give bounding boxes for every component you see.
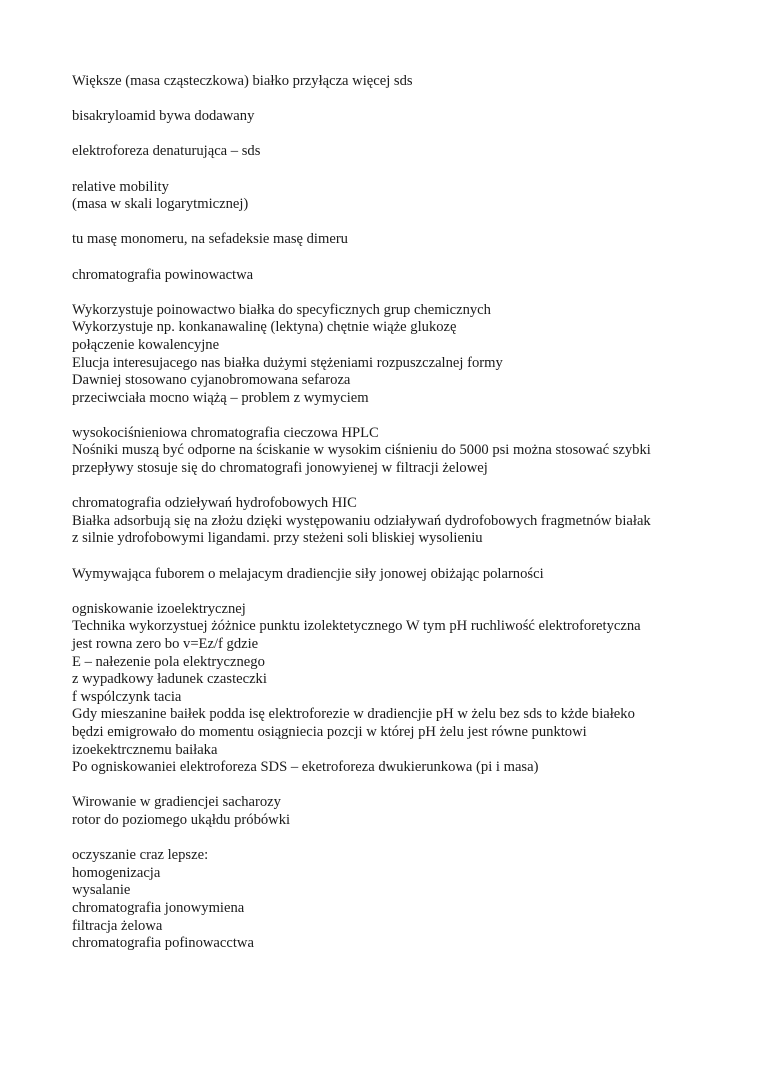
text-line: Wykorzystuje poinowactwo białka do specyficznych grup chemicznych <box>72 301 491 318</box>
text-line: z wypadkowy ładunek czasteczki <box>72 671 267 688</box>
text-line: Nośniki muszą być odporne na ściskanie w wysokim ciśnieniu do 5000 psi można stosować szybki <box>72 442 651 459</box>
text-line: Gdy mieszanine baiłek podda isę elektroforezie w dradiencjie pH w żelu bez sds to kżde białeko <box>72 706 635 723</box>
paragraph <box>72 601 712 777</box>
section-heading: chromatografia powinowactwa <box>72 266 254 283</box>
text-line: elektroforeza denaturująca – sds <box>72 143 261 160</box>
document-page <box>72 73 712 970</box>
text-line: będzi emigrowało do momentu osiągniecia pozcji w której pH żelu jest równe punktowi <box>72 723 587 740</box>
paragraph <box>72 179 712 214</box>
paragraph <box>72 495 712 548</box>
paragraph <box>72 231 712 249</box>
text-line: Technika wykorzystuej żóżnice punktu izolektetycznego W tym pH ruchliwość elektroforetyczna <box>72 618 641 635</box>
paragraph <box>72 847 712 953</box>
text-line: E – nałezenie pola elektrycznego <box>72 653 265 670</box>
text-line: Wykorzystuje np. konkanawalinę (lektyna) chętnie wiąże glukozę <box>72 319 457 336</box>
text-line: izoekektrcznemu baiłaka <box>72 741 218 758</box>
section-heading: chromatografia odzieływań hydrofobowych HIC <box>72 495 357 512</box>
text-line: przepływy stosuje się do chromatografi jonowyienej w filtracji żelowej <box>72 460 488 477</box>
list-item: chromatografia jonowymiena <box>72 899 245 916</box>
text-line: z silnie ydrofobowymi ligandami. przy steżeni soli bliskiej wysolieniu <box>72 530 483 547</box>
text-line: bisakryloamid bywa dodawany <box>72 108 255 125</box>
paragraph <box>72 302 712 408</box>
text-line: rotor do poziomego ukąłdu próbówki <box>72 811 291 828</box>
text-line: tu masę monomeru, na sefadeksie masę dimeru <box>72 231 348 248</box>
section-heading: Wirowanie w gradiencjei sacharozy <box>72 794 281 811</box>
list-item: wysalanie <box>72 882 131 899</box>
text-line: f wspólczynk tacia <box>72 688 182 705</box>
paragraph <box>72 267 712 285</box>
paragraph <box>72 108 712 126</box>
section-heading: oczyszanie craz lepsze: <box>72 847 209 864</box>
paragraph <box>72 73 712 91</box>
paragraph <box>72 794 712 829</box>
section-heading: ogniskowanie izoelektrycznej <box>72 600 246 617</box>
text-line: połączenie kowalencyjne <box>72 336 220 353</box>
text-line: Białka adsorbują się na złożu dzięki występowaniu odziaływań dydrofobowych fragmetnów białak <box>72 512 651 529</box>
paragraph <box>72 566 712 584</box>
section-heading: wysokociśnieniowa chromatografia cieczowa HPLC <box>72 424 379 441</box>
list-item: chromatografia pofinowacctwa <box>72 935 254 952</box>
text-line: (masa w skali logarytmicznej) <box>72 196 249 213</box>
text-line: Po ogniskowaniei elektroforeza SDS – eketroforeza dwukierunkowa (pi i masa) <box>72 759 539 776</box>
text-line: przeciwciała mocno wiążą – problem z wymyciem <box>72 389 369 406</box>
text-line: Wymywająca fuborem o melajacym dradiencjie siły jonowej obiżając polarności <box>72 565 544 582</box>
text-line: Dawniej stosowano cyjanobromowana sefaroza <box>72 372 351 389</box>
list-item: homogenizacja <box>72 864 161 881</box>
text-line: Większe (masa cząsteczkowa) białko przyłącza więcej sds <box>72 73 413 89</box>
paragraph <box>72 143 712 161</box>
text-line: jest rowna zero bo v=Ez/f gdzie <box>72 636 259 652</box>
list-item: filtracja żelowa <box>72 917 163 934</box>
text-line: Elucja interesujacego nas białka dużymi stężeniami rozpuszczalnej formy <box>72 354 503 371</box>
paragraph <box>72 425 712 478</box>
text-line: relative mobility <box>72 178 169 195</box>
